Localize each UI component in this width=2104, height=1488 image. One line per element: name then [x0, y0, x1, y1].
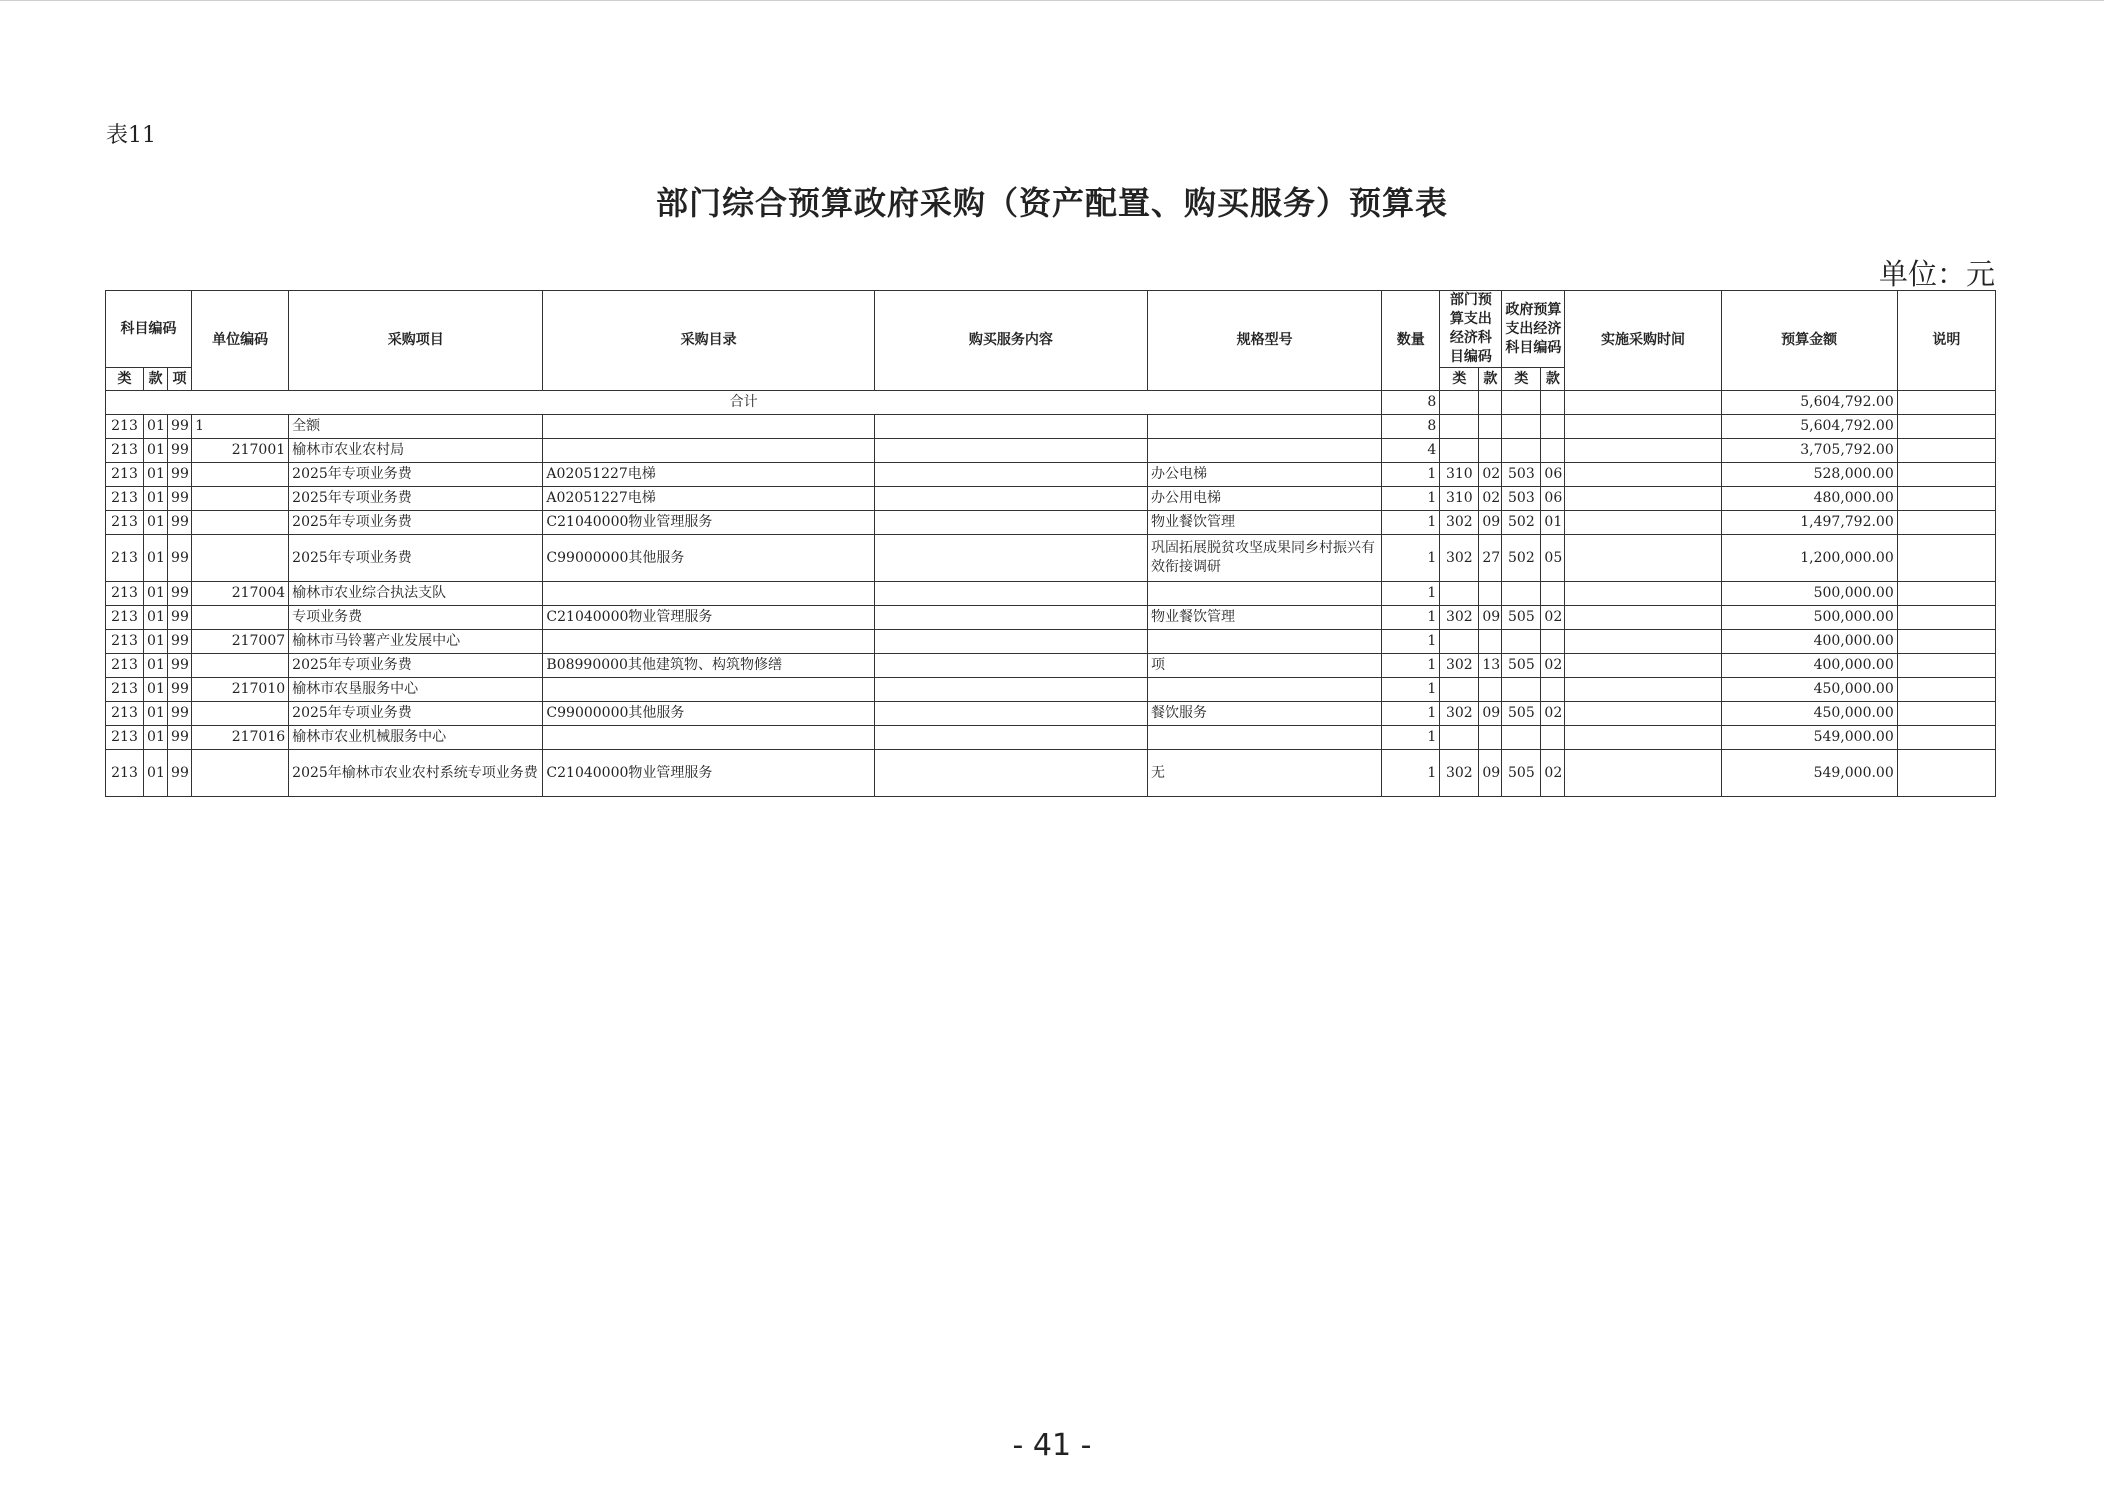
page-number: - 41 - [1012, 1428, 1092, 1463]
cell-unit-code: 217016 [192, 726, 289, 750]
cell-project: 2025年专项业务费 [289, 511, 543, 535]
cell-project: 2025年专项业务费 [289, 487, 543, 511]
cell-time [1565, 487, 1721, 511]
cell-kuan: 01 [144, 535, 168, 582]
cell-service [874, 702, 1147, 726]
page-title: 部门综合预算政府采购（资产配置、购买服务）预算表 [655, 184, 1448, 222]
cell-catalog [543, 630, 874, 654]
budget-table [105, 290, 1996, 797]
header-row [106, 291, 1996, 368]
cell-time [1565, 439, 1721, 463]
cell-dept-lei: 302 [1440, 606, 1479, 630]
cell-dept-kuan: 09 [1479, 511, 1502, 535]
table-row [106, 606, 1996, 630]
cell-lei: 213 [106, 439, 144, 463]
cell-time [1565, 582, 1721, 606]
cell-kuan: 01 [144, 487, 168, 511]
cell-kuan: 01 [144, 750, 168, 797]
table-row [106, 654, 1996, 678]
cell-time [1565, 630, 1721, 654]
cell-project: 榆林市农业农村局 [289, 439, 543, 463]
cell-qty: 1 [1382, 726, 1440, 750]
table-row [106, 463, 1996, 487]
cell-unit-code [192, 535, 289, 582]
cell-spec: 巩固拓展脱贫攻坚成果同乡村振兴有效衔接调研 [1148, 535, 1382, 582]
cell-time [1565, 511, 1721, 535]
cell-time [1565, 463, 1721, 487]
table-row [106, 750, 1996, 797]
table-row [106, 535, 1996, 582]
cell-dept-lei: 302 [1440, 535, 1479, 582]
cell-qty: 1 [1382, 606, 1440, 630]
cell-xiang: 99 [168, 511, 192, 535]
cell-amount: 450,000.00 [1721, 678, 1897, 702]
cell-project: 榆林市农业机械服务中心 [289, 726, 543, 750]
cell-xiang: 99 [168, 439, 192, 463]
cell-unit-code [192, 511, 289, 535]
table-row [106, 439, 1996, 463]
cell-gov-kuan [1541, 439, 1565, 463]
cell-lei: 213 [106, 606, 144, 630]
cell-dept-lei: 310 [1440, 463, 1479, 487]
header-gov-lei: 类 [1502, 368, 1541, 391]
cell-unit-code [192, 750, 289, 797]
cell-service [874, 678, 1147, 702]
cell-note [1897, 726, 1995, 750]
cell-lei: 213 [106, 702, 144, 726]
cell-lei: 213 [106, 415, 144, 439]
cell-amount: 450,000.00 [1721, 702, 1897, 726]
header-spec: 规格型号 [1148, 291, 1382, 391]
cell-note [1897, 463, 1995, 487]
cell-spec: 餐饮服务 [1148, 702, 1382, 726]
cell-unit-code: 217004 [192, 582, 289, 606]
table-row [106, 702, 1996, 726]
cell-time [1565, 535, 1721, 582]
cell-kuan: 01 [144, 654, 168, 678]
cell-xiang: 99 [168, 487, 192, 511]
cell-lei: 213 [106, 750, 144, 797]
cell-qty: 1 [1382, 511, 1440, 535]
cell-spec [1148, 630, 1382, 654]
cell-xiang: 99 [168, 630, 192, 654]
cell-catalog [543, 415, 874, 439]
cell-spec: 无 [1148, 750, 1382, 797]
cell-gov-lei: 505 [1502, 654, 1541, 678]
cell-qty: 1 [1382, 702, 1440, 726]
cell-lei: 213 [106, 463, 144, 487]
cell-dept-lei: 302 [1440, 750, 1479, 797]
cell-gov-kuan [1541, 726, 1565, 750]
cell-gov-lei: 503 [1502, 463, 1541, 487]
table-row [106, 487, 1996, 511]
cell-time [1565, 726, 1721, 750]
table-row [106, 582, 1996, 606]
cell-xiang: 99 [168, 654, 192, 678]
cell-service [874, 726, 1147, 750]
cell-lei: 213 [106, 654, 144, 678]
cell-note [1897, 511, 1995, 535]
cell-lei: 213 [106, 726, 144, 750]
cell-dept-lei [1440, 726, 1479, 750]
cell-amount: 400,000.00 [1721, 654, 1897, 678]
cell-dept-lei [1440, 630, 1479, 654]
cell-gov-lei [1502, 582, 1541, 606]
cell-xiang: 99 [168, 582, 192, 606]
cell-service [874, 487, 1147, 511]
cell-service [874, 630, 1147, 654]
cell-catalog: A02051227电梯 [543, 487, 874, 511]
cell-gov-kuan: 06 [1541, 487, 1565, 511]
cell-spec [1148, 439, 1382, 463]
cell-lei: 213 [106, 535, 144, 582]
cell-kuan: 01 [144, 678, 168, 702]
cell-time [1565, 750, 1721, 797]
total-qty: 8 [1382, 391, 1440, 415]
cell-qty: 1 [1382, 535, 1440, 582]
cell-gov-lei: 505 [1502, 606, 1541, 630]
table-row [106, 511, 1996, 535]
cell-amount: 500,000.00 [1721, 582, 1897, 606]
cell-catalog: B08990000其他建筑物、构筑物修缮 [543, 654, 874, 678]
cell-lei: 213 [106, 678, 144, 702]
cell-unit-code [192, 606, 289, 630]
cell-dept-kuan [1479, 678, 1502, 702]
cell-kuan: 01 [144, 439, 168, 463]
cell-project: 2025年专项业务费 [289, 535, 543, 582]
cell-qty: 8 [1382, 415, 1440, 439]
cell-gov-kuan: 01 [1541, 511, 1565, 535]
cell-dept-kuan: 09 [1479, 606, 1502, 630]
cell-dept-kuan: 02 [1479, 487, 1502, 511]
cell-dept-kuan: 09 [1479, 750, 1502, 797]
cell-dept-lei: 302 [1440, 511, 1479, 535]
cell-spec: 物业餐饮管理 [1148, 511, 1382, 535]
cell-project: 专项业务费 [289, 606, 543, 630]
cell-project: 榆林市马铃薯产业发展中心 [289, 630, 543, 654]
cell-unit-code: 217007 [192, 630, 289, 654]
cell-xiang: 99 [168, 750, 192, 797]
cell-time [1565, 606, 1721, 630]
cell-gov-lei [1502, 415, 1541, 439]
cell-xiang: 99 [168, 463, 192, 487]
header-amount: 预算金额 [1721, 291, 1897, 391]
cell-gov-kuan [1541, 630, 1565, 654]
cell-time [1565, 702, 1721, 726]
cell-qty: 4 [1382, 439, 1440, 463]
cell-note [1897, 630, 1995, 654]
cell-xiang: 99 [168, 726, 192, 750]
cell-spec [1148, 582, 1382, 606]
cell-kuan: 01 [144, 415, 168, 439]
cell-amount: 480,000.00 [1721, 487, 1897, 511]
cell-service [874, 750, 1147, 797]
cell-dept-kuan: 09 [1479, 702, 1502, 726]
cell-note [1897, 535, 1995, 582]
cell-xiang: 99 [168, 678, 192, 702]
cell-project: 榆林市农垦服务中心 [289, 678, 543, 702]
cell-gov-kuan [1541, 678, 1565, 702]
cell-spec: 办公用电梯 [1148, 487, 1382, 511]
header-dept-kuan: 款 [1479, 368, 1502, 391]
cell-qty: 1 [1382, 678, 1440, 702]
cell-service [874, 606, 1147, 630]
unit-label: 单位：元 [1878, 257, 1995, 291]
cell-kuan: 01 [144, 702, 168, 726]
cell-service [874, 654, 1147, 678]
cell-xiang: 99 [168, 702, 192, 726]
cell-lei: 213 [106, 582, 144, 606]
header-lei: 类 [106, 368, 144, 391]
header-kuan: 款 [144, 368, 168, 391]
cell-amount: 549,000.00 [1721, 750, 1897, 797]
cell-amount: 500,000.00 [1721, 606, 1897, 630]
cell-unit-code [192, 702, 289, 726]
cell-xiang: 99 [168, 415, 192, 439]
cell-spec: 项 [1148, 654, 1382, 678]
cell-unit-code [192, 487, 289, 511]
total-label: 合计 [106, 391, 1382, 415]
table-number: 表11 [106, 123, 156, 148]
cell-kuan: 01 [144, 630, 168, 654]
cell-gov-kuan: 02 [1541, 654, 1565, 678]
cell-project: 2025年专项业务费 [289, 463, 543, 487]
cell-unit-code: 1 [192, 415, 289, 439]
header-gov-kuan: 款 [1541, 368, 1565, 391]
cell-unit-code: 217001 [192, 439, 289, 463]
cell-gov-kuan: 06 [1541, 463, 1565, 487]
cell-catalog: C99000000其他服务 [543, 535, 874, 582]
header-unit-code: 单位编码 [192, 291, 289, 391]
cell-service [874, 511, 1147, 535]
cell-gov-kuan [1541, 582, 1565, 606]
cell-qty: 1 [1382, 750, 1440, 797]
cell-gov-kuan: 02 [1541, 606, 1565, 630]
cell-service [874, 415, 1147, 439]
cell-kuan: 01 [144, 606, 168, 630]
cell-note [1897, 415, 1995, 439]
cell-catalog: C99000000其他服务 [543, 702, 874, 726]
cell-xiang: 99 [168, 535, 192, 582]
cell-qty: 1 [1382, 654, 1440, 678]
cell-spec: 办公电梯 [1148, 463, 1382, 487]
cell-gov-kuan: 02 [1541, 750, 1565, 797]
cell-dept-kuan: 27 [1479, 535, 1502, 582]
cell-project: 榆林市农业综合执法支队 [289, 582, 543, 606]
cell-dept-kuan [1479, 415, 1502, 439]
cell-gov-lei: 505 [1502, 750, 1541, 797]
cell-lei: 213 [106, 630, 144, 654]
cell-note [1897, 606, 1995, 630]
cell-gov-lei [1502, 726, 1541, 750]
cell-catalog: C21040000物业管理服务 [543, 750, 874, 797]
header-project: 采购项目 [289, 291, 543, 391]
top-border-line [0, 0, 2104, 1]
cell-time [1565, 678, 1721, 702]
cell-dept-kuan [1479, 439, 1502, 463]
cell-amount: 1,497,792.00 [1721, 511, 1897, 535]
cell-dept-kuan: 02 [1479, 463, 1502, 487]
cell-dept-kuan [1479, 630, 1502, 654]
cell-gov-kuan [1541, 415, 1565, 439]
cell-gov-lei: 503 [1502, 487, 1541, 511]
cell-gov-kuan: 02 [1541, 702, 1565, 726]
table-row [106, 726, 1996, 750]
cell-unit-code [192, 463, 289, 487]
cell-amount: 5,604,792.00 [1721, 415, 1897, 439]
cell-project: 2025年专项业务费 [289, 702, 543, 726]
cell-qty: 1 [1382, 630, 1440, 654]
cell-dept-kuan: 13 [1479, 654, 1502, 678]
cell-dept-lei [1440, 582, 1479, 606]
cell-dept-lei [1440, 678, 1479, 702]
header-qty: 数量 [1382, 291, 1440, 391]
cell-kuan: 01 [144, 582, 168, 606]
cell-kuan: 01 [144, 463, 168, 487]
cell-gov-lei: 505 [1502, 702, 1541, 726]
cell-time [1565, 654, 1721, 678]
cell-note [1897, 582, 1995, 606]
cell-service [874, 439, 1147, 463]
cell-amount: 528,000.00 [1721, 463, 1897, 487]
cell-spec [1148, 726, 1382, 750]
cell-note [1897, 439, 1995, 463]
header-time: 实施采购时间 [1565, 291, 1721, 391]
cell-catalog: A02051227电梯 [543, 463, 874, 487]
header-dept-lei: 类 [1440, 368, 1479, 391]
cell-amount: 549,000.00 [1721, 726, 1897, 750]
cell-qty: 1 [1382, 487, 1440, 511]
cell-dept-lei: 302 [1440, 654, 1479, 678]
cell-service [874, 463, 1147, 487]
cell-amount: 400,000.00 [1721, 630, 1897, 654]
cell-xiang: 99 [168, 606, 192, 630]
cell-gov-lei [1502, 439, 1541, 463]
cell-gov-lei: 502 [1502, 511, 1541, 535]
cell-time [1565, 415, 1721, 439]
cell-note [1897, 487, 1995, 511]
cell-note [1897, 654, 1995, 678]
cell-catalog [543, 678, 874, 702]
cell-amount: 3,705,792.00 [1721, 439, 1897, 463]
cell-catalog [543, 582, 874, 606]
cell-project: 全额 [289, 415, 543, 439]
cell-note [1897, 702, 1995, 726]
cell-kuan: 01 [144, 511, 168, 535]
cell-catalog [543, 439, 874, 463]
header-note: 说明 [1897, 291, 1995, 391]
table-row [106, 630, 1996, 654]
cell-note [1897, 678, 1995, 702]
cell-catalog [543, 726, 874, 750]
cell-gov-lei [1502, 678, 1541, 702]
cell-project: 2025年榆林市农业农村系统专项业务费 [289, 750, 543, 797]
cell-dept-kuan [1479, 726, 1502, 750]
cell-kuan: 01 [144, 726, 168, 750]
cell-unit-code [192, 654, 289, 678]
cell-unit-code: 217010 [192, 678, 289, 702]
cell-qty: 1 [1382, 582, 1440, 606]
cell-gov-lei: 502 [1502, 535, 1541, 582]
cell-dept-lei: 302 [1440, 702, 1479, 726]
header-catalog: 采购目录 [543, 291, 874, 391]
cell-service [874, 535, 1147, 582]
cell-gov-lei [1502, 630, 1541, 654]
header-service: 购买服务内容 [874, 291, 1147, 391]
header-xiang: 项 [168, 368, 192, 391]
cell-qty: 1 [1382, 463, 1440, 487]
cell-lei: 213 [106, 511, 144, 535]
cell-dept-lei [1440, 439, 1479, 463]
header-dept-econ: 部门预算支出经济科目编码 [1440, 291, 1502, 368]
cell-note [1897, 750, 1995, 797]
cell-gov-kuan: 05 [1541, 535, 1565, 582]
header-subject-code: 科目编码 [106, 291, 192, 368]
cell-spec: 物业餐饮管理 [1148, 606, 1382, 630]
cell-spec [1148, 678, 1382, 702]
cell-spec [1148, 415, 1382, 439]
total-row [106, 391, 1996, 415]
cell-catalog: C21040000物业管理服务 [543, 511, 874, 535]
cell-amount: 1,200,000.00 [1721, 535, 1897, 582]
cell-dept-kuan [1479, 582, 1502, 606]
total-amount: 5,604,792.00 [1721, 391, 1897, 415]
cell-catalog: C21040000物业管理服务 [543, 606, 874, 630]
header-gov-econ: 政府预算支出经济科目编码 [1502, 291, 1565, 368]
cell-lei: 213 [106, 487, 144, 511]
cell-service [874, 582, 1147, 606]
table-row [106, 415, 1996, 439]
table-row [106, 678, 1996, 702]
cell-dept-lei [1440, 415, 1479, 439]
cell-project: 2025年专项业务费 [289, 654, 543, 678]
cell-dept-lei: 310 [1440, 487, 1479, 511]
